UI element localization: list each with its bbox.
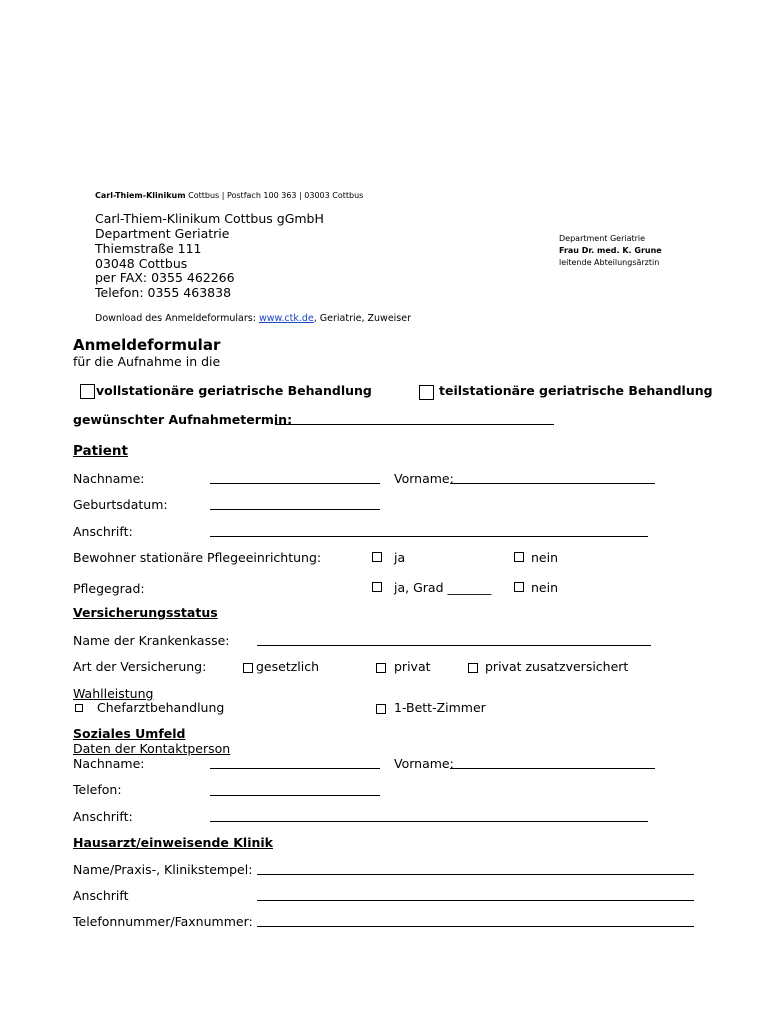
- partial-inpatient-checkbox[interactable]: [419, 385, 434, 400]
- resident-yes-label: ja: [394, 550, 406, 565]
- social-subheading: Daten der Kontaktperson: [73, 741, 231, 756]
- sender-line-name: Carl-Thiem-Klinikum: [95, 191, 186, 200]
- private-checkbox[interactable]: [376, 663, 386, 673]
- gp-phone-label: Telefonnummer/Faxnummer:: [73, 914, 253, 929]
- contact-lastname-field[interactable]: [210, 768, 380, 769]
- social-heading: Soziales Umfeld: [73, 726, 186, 741]
- full-inpatient-label: vollstationäre geriatrische Behandlung: [96, 383, 372, 398]
- chief-physician-label: Chefarztbehandlung: [97, 700, 225, 715]
- contact-firstname-label: Vorname:: [394, 756, 454, 771]
- elective-heading: Wahlleistung: [73, 686, 154, 701]
- insurer-name-label: Name der Krankenkasse:: [73, 633, 230, 648]
- patient-firstname-label: Vorname:: [394, 471, 454, 486]
- sender-line-rest: Cottbus | Postfach 100 363 | 03003 Cottbus: [185, 191, 364, 200]
- resident-yes-checkbox[interactable]: [372, 552, 382, 562]
- download-prefix: Download des Anmeldeformulars:: [95, 313, 259, 324]
- form-subtitle: für die Aufnahme in die: [73, 354, 221, 369]
- care-level-no-checkbox[interactable]: [514, 582, 524, 592]
- patient-address-field[interactable]: [210, 536, 648, 537]
- contact-address-field[interactable]: [210, 821, 648, 822]
- single-room-label: 1-Bett-Zimmer: [394, 700, 486, 715]
- care-level-no-label: nein: [531, 580, 559, 595]
- resident-no-checkbox[interactable]: [514, 552, 524, 562]
- patient-address-label: Anschrift:: [73, 524, 133, 539]
- insurer-name-field[interactable]: [257, 645, 651, 646]
- private-extra-label: privat zusatzversichert: [485, 659, 629, 674]
- patient-birthdate-field[interactable]: [210, 509, 380, 510]
- gp-name-label: Name/Praxis-, Klinikstempel:: [73, 862, 253, 877]
- patient-firstname-field[interactable]: [450, 483, 655, 484]
- address-line-2: Department Geriatrie: [95, 226, 230, 241]
- statutory-label: gesetzlich: [256, 659, 320, 674]
- admission-date-label: gewünschter Aufnahmetermin:: [73, 412, 293, 427]
- resident-label: Bewohner stationäre Pflegeeinrichtung:: [73, 550, 322, 565]
- statutory-checkbox[interactable]: [243, 663, 253, 673]
- contact-role: leitende Abteilungsärztin: [559, 258, 660, 267]
- download-link[interactable]: www.ctk.de: [258, 313, 314, 324]
- download-line: [95, 313, 411, 324]
- resident-no-label: nein: [531, 550, 559, 565]
- full-inpatient-checkbox[interactable]: [80, 384, 95, 399]
- gp-name-field[interactable]: [257, 874, 694, 875]
- address-line-3: Thiemstraße 111: [95, 241, 202, 256]
- single-room-checkbox[interactable]: [376, 704, 386, 714]
- contact-name: Frau Dr. med. K. Grune: [559, 246, 662, 255]
- insurance-type-label: Art der Versicherung:: [73, 659, 207, 674]
- contact-lastname-label: Nachname:: [73, 756, 145, 771]
- download-suffix: , Geriatrie, Zuweiser: [313, 313, 411, 324]
- address-line-4: 03048 Cottbus: [95, 256, 188, 271]
- private-label: privat: [394, 659, 431, 674]
- address-line-1: Carl-Thiem-Klinikum Cottbus gGmbH: [95, 211, 324, 226]
- contact-firstname-field[interactable]: [450, 768, 655, 769]
- patient-birthdate-label: Geburtsdatum:: [73, 497, 168, 512]
- contact-phone-label: Telefon:: [73, 782, 122, 797]
- chief-physician-checkbox[interactable]: [75, 704, 83, 712]
- patient-lastname-label: Nachname:: [73, 471, 145, 486]
- address-line-5: per FAX: 0355 462266: [95, 270, 235, 285]
- form-title: Anmeldeformular: [73, 336, 221, 354]
- private-extra-checkbox[interactable]: [468, 663, 478, 673]
- gp-address-field[interactable]: [257, 900, 694, 901]
- care-level-yes-checkbox[interactable]: [372, 582, 382, 592]
- insurance-heading: Versicherungsstatus: [73, 605, 218, 620]
- patient-heading: Patient: [73, 443, 128, 459]
- patient-lastname-field[interactable]: [210, 483, 380, 484]
- sender-line: [95, 191, 363, 200]
- partial-inpatient-label: teilstationäre geriatrische Behandlung: [439, 383, 713, 398]
- admission-date-field[interactable]: [275, 424, 554, 425]
- address-line-6: Telefon: 0355 463838: [95, 285, 232, 300]
- contact-department: Department Geriatrie: [559, 234, 646, 243]
- gp-phone-field[interactable]: [257, 926, 694, 927]
- gp-heading: Hausarzt/einweisende Klinik: [73, 835, 273, 850]
- gp-address-label: Anschrift: [73, 888, 129, 903]
- contact-address-label: Anschrift:: [73, 809, 133, 824]
- care-level-label: Pflegegrad:: [73, 581, 145, 596]
- contact-phone-field[interactable]: [210, 795, 380, 796]
- care-level-yes-label: ja, Grad _______: [394, 580, 492, 595]
